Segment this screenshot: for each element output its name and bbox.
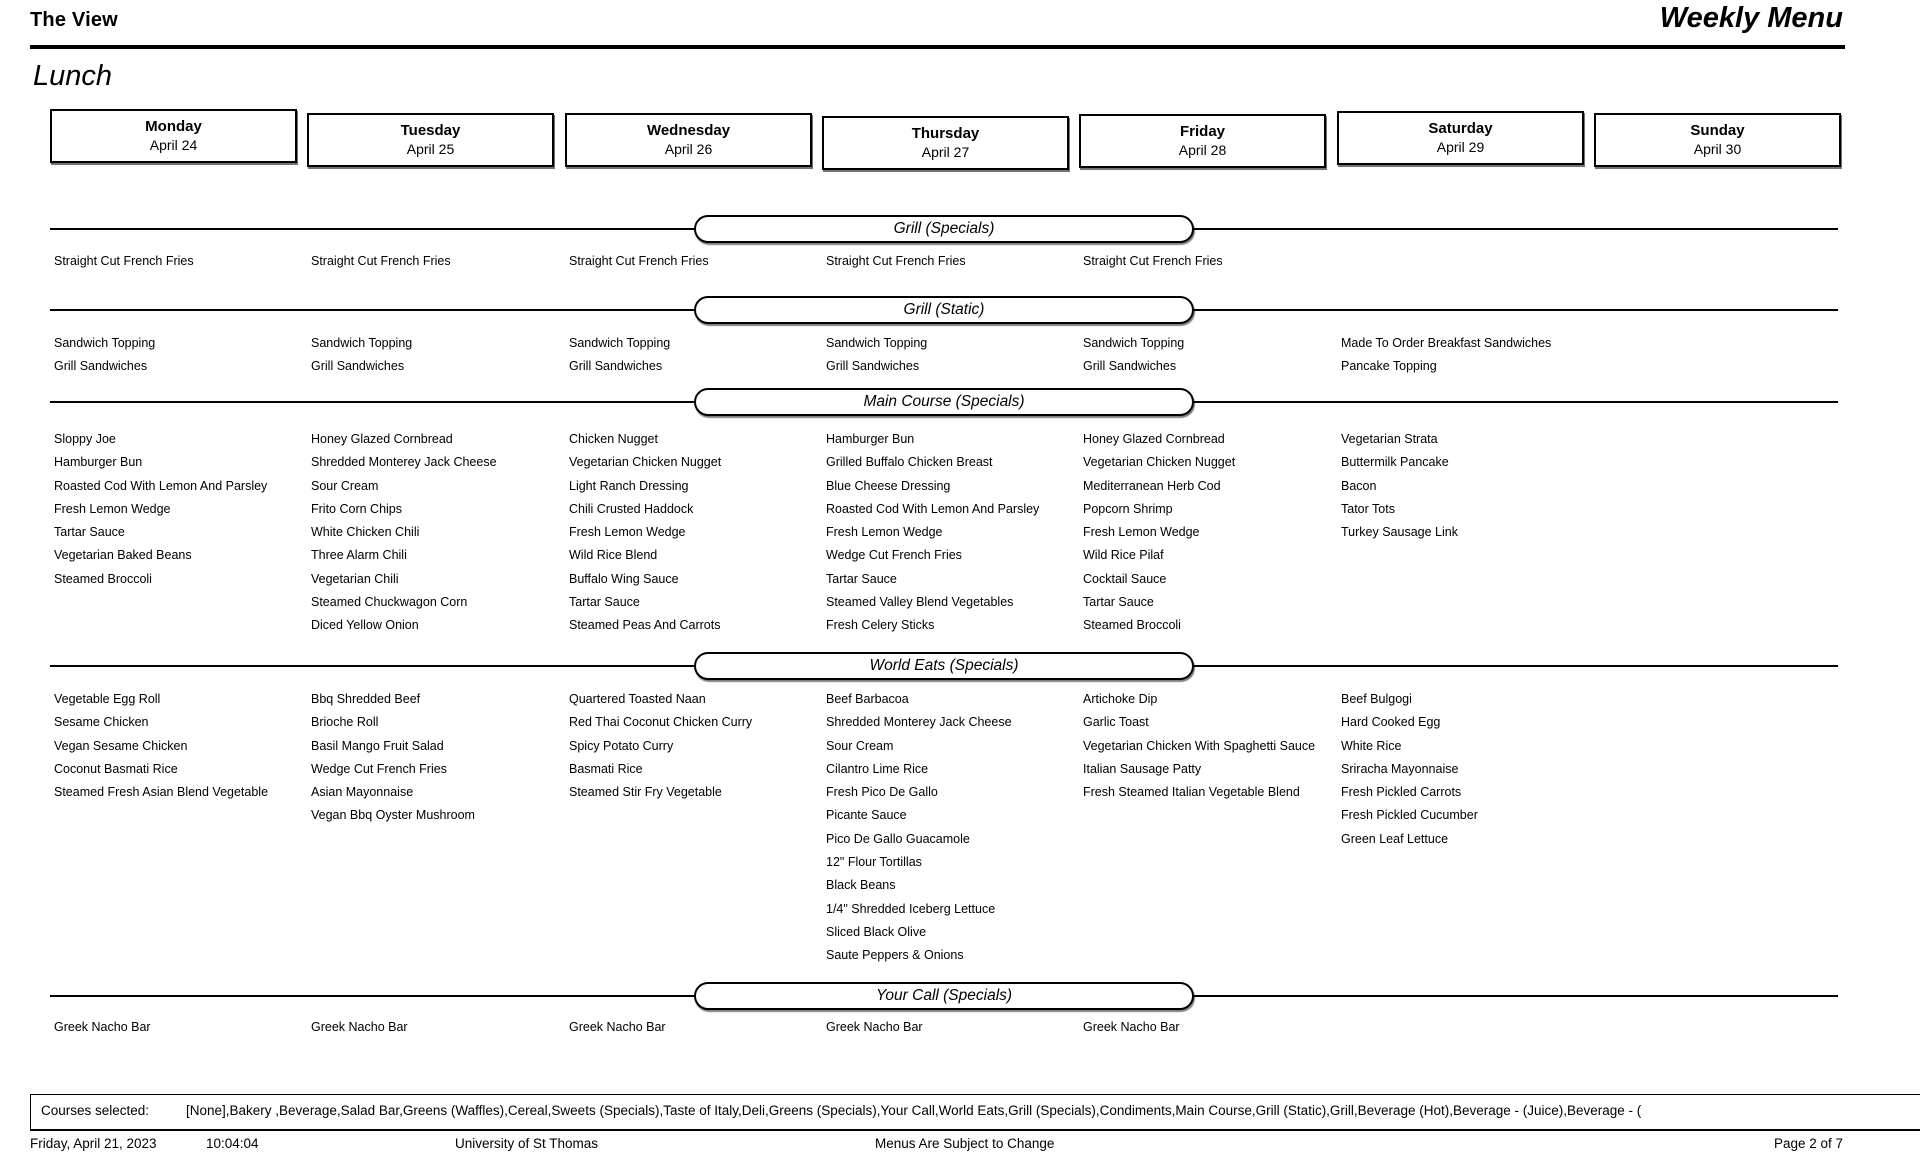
day-date: April 24: [149, 137, 198, 153]
menu-item: Hamburger Bun: [826, 432, 915, 446]
day-header-wednesday: [565, 113, 812, 167]
menu-item: Vegetable Egg Roll: [54, 692, 161, 706]
menu-item: Sriracha Mayonnaise: [1341, 761, 1459, 776]
menu-item: Wild Rice Pilaf: [1083, 548, 1164, 563]
menu-item: Light Ranch Dressing: [569, 478, 689, 493]
menu-item: Pico De Gallo Guacamole: [826, 831, 970, 846]
menu-item: Steamed Stir Fry Vegetable: [569, 785, 722, 800]
day-date: April 28: [1178, 142, 1227, 158]
menu-item: Beef Barbacoa: [826, 692, 909, 706]
footer-note: Menus Are Subject to Change: [875, 1136, 1055, 1151]
day-header-friday: [1079, 114, 1326, 168]
menu-item: Grill Sandwiches: [54, 359, 148, 374]
menu-item: Hard Cooked Egg: [1341, 715, 1441, 730]
menu-column: [307, 428, 559, 638]
menu-column: [1079, 332, 1331, 379]
section-header-pill: Main Course (Specials): [694, 388, 1194, 416]
menu-item: Bbq Shredded Beef: [311, 692, 421, 706]
menu-item: Basil Mango Fruit Salad: [311, 738, 444, 753]
day-name: Sunday: [1690, 122, 1745, 139]
day-name: Wednesday: [646, 122, 731, 139]
menu-column: [822, 1016, 1074, 1039]
menu-item: Coconut Basmati Rice: [54, 761, 178, 776]
footer-bar: [0, 1130, 1920, 1166]
menu-column: [50, 1016, 302, 1039]
day-name: Friday: [1179, 123, 1225, 140]
menu-item: Fresh Pickled Carrots: [1341, 785, 1462, 800]
menu-item: Popcorn Shrimp: [1083, 501, 1173, 516]
menu-item: Wedge Cut French Fries: [311, 761, 447, 776]
menu-item: Wedge Cut French Fries: [826, 548, 962, 563]
menu-column: [307, 332, 559, 379]
menu-item: Greek Nacho Bar: [54, 1020, 151, 1034]
menu-item: Vegetarian Strata: [1341, 432, 1438, 446]
menu-item: Shredded Monterey Jack Cheese: [826, 715, 1012, 730]
menu-item: Spicy Potato Curry: [569, 738, 674, 753]
menu-column: [565, 332, 817, 379]
menu-item: Picante Sauce: [826, 808, 907, 823]
menu-item: Fresh Steamed Italian Vegetable Blend: [1083, 785, 1300, 800]
menu-item: Vegetarian Baked Beans: [54, 548, 192, 563]
menu-column: [822, 688, 1074, 968]
menu-item: Steamed Fresh Asian Blend Vegetable: [54, 785, 269, 800]
menu-item: Vegetarian Chicken Nugget: [1083, 455, 1236, 470]
menu-item: Sour Cream: [311, 478, 379, 493]
menu-item: Grill Sandwiches: [569, 359, 663, 374]
menu-column: [1337, 688, 1589, 851]
day-date: April 27: [921, 144, 970, 160]
menu-column: [1079, 688, 1331, 804]
menu-column: [1079, 1016, 1331, 1039]
menu-item: Chicken Nugget: [569, 432, 658, 446]
menu-item: Steamed Valley Blend Vegetables: [826, 595, 1014, 610]
menu-item: Honey Glazed Cornbread: [1083, 432, 1225, 446]
menu-column: [50, 250, 302, 273]
menu-item: Chili Crusted Haddock: [569, 501, 694, 516]
menu-item: White Rice: [1341, 738, 1402, 753]
section-header-pill: Grill (Specials): [694, 215, 1194, 243]
menu-item: Made To Order Breakfast Sandwiches: [1341, 336, 1552, 350]
header-rule: [30, 45, 1845, 49]
menu-item: Sandwich Topping: [569, 336, 671, 350]
menu-item: Fresh Lemon Wedge: [569, 525, 686, 540]
menu-column: [50, 688, 302, 804]
day-name: Saturday: [1428, 120, 1493, 137]
menu-item: Fresh Lemon Wedge: [1083, 525, 1200, 540]
day-header-saturday: [1337, 111, 1584, 165]
menu-item: Saute Peppers & Onions: [826, 948, 964, 963]
menu-item: Artichoke Dip: [1083, 692, 1158, 706]
menu-item: Garlic Toast: [1083, 715, 1149, 730]
day-date: April 26: [664, 141, 713, 157]
menu-item: Honey Glazed Cornbread: [311, 432, 453, 446]
menu-column: [565, 428, 817, 638]
menu-item: Bacon: [1341, 478, 1377, 493]
day-date: April 25: [406, 141, 455, 157]
footer-page-number: Page 2 of 7: [1773, 1136, 1843, 1151]
menu-item: Sesame Chicken: [54, 715, 149, 730]
menu-item: Straight Cut French Fries: [826, 254, 966, 268]
menu-item: Buttermilk Pancake: [1341, 455, 1449, 470]
menu-item: Greek Nacho Bar: [826, 1020, 923, 1034]
menu-item: Vegan Sesame Chicken: [54, 738, 188, 753]
menu-item: Three Alarm Chili: [311, 548, 407, 563]
menu-item: Beef Bulgogi: [1341, 692, 1412, 706]
courses-selected-box: [30, 1094, 1920, 1131]
menu-item: 12" Flour Tortillas: [826, 855, 922, 870]
menu-item: Brioche Roll: [311, 715, 379, 730]
menu-item: Pancake Topping: [1341, 359, 1437, 374]
menu-item: Roasted Cod With Lemon And Parsley: [54, 478, 268, 493]
day-header-thursday: [822, 116, 1069, 170]
menu-column: [565, 250, 817, 273]
menu-column: [565, 1016, 817, 1039]
menu-item: Grill Sandwiches: [1083, 359, 1177, 374]
menu-item: Greek Nacho Bar: [569, 1020, 666, 1034]
footer-time: 10:04:04: [206, 1136, 259, 1151]
menu-item: Fresh Lemon Wedge: [826, 525, 943, 540]
section-header-pill: Your Call (Specials): [694, 982, 1194, 1010]
menu-item: Sandwich Topping: [1083, 336, 1185, 350]
courses-selected-label: Courses selected:: [41, 1103, 150, 1118]
menu-item: Buffalo Wing Sauce: [569, 571, 679, 586]
menu-item: White Chicken Chili: [311, 525, 420, 540]
menu-column: [565, 688, 817, 804]
menu-item: Fresh Pickled Cucumber: [1341, 808, 1478, 823]
menu-item: Tartar Sauce: [826, 571, 897, 586]
menu-item: Fresh Celery Sticks: [826, 618, 935, 633]
document-title: Weekly Menu: [1659, 2, 1843, 34]
menu-item: Fresh Pico De Gallo: [826, 785, 938, 800]
menu-item: Tartar Sauce: [569, 595, 640, 610]
menu-item: Straight Cut French Fries: [1083, 254, 1223, 268]
footer-date: Friday, April 21, 2023: [30, 1136, 157, 1151]
menu-item: Cocktail Sauce: [1083, 571, 1167, 586]
menu-item: Sandwich Topping: [311, 336, 413, 350]
menu-item: Turkey Sausage Link: [1341, 525, 1458, 540]
menu-column: [1079, 250, 1331, 273]
menu-item: Straight Cut French Fries: [311, 254, 451, 268]
menu-column: [307, 688, 559, 828]
menu-item: Straight Cut French Fries: [54, 254, 194, 268]
menu-item: Steamed Peas And Carrots: [569, 618, 721, 633]
day-header-monday: [50, 109, 297, 163]
menu-column: [1079, 428, 1331, 638]
menu-item: Sour Cream: [826, 738, 894, 753]
day-header-sunday: [1594, 113, 1841, 167]
menu-item: Grilled Buffalo Chicken Breast: [826, 455, 993, 470]
day-date: April 30: [1693, 141, 1742, 157]
menu-item: Black Beans: [826, 878, 896, 893]
menu-item: Diced Yellow Onion: [311, 618, 419, 633]
menu-item: Frito Corn Chips: [311, 501, 402, 516]
menu-item: Tartar Sauce: [1083, 595, 1154, 610]
meal-title: Lunch: [33, 60, 113, 92]
menu-column: [822, 250, 1074, 273]
menu-item: Steamed Broccoli: [54, 571, 152, 586]
menu-item: Italian Sausage Patty: [1083, 761, 1202, 776]
menu-item: Grill Sandwiches: [826, 359, 920, 374]
menu-item: Roasted Cod With Lemon And Parsley: [826, 501, 1040, 516]
menu-item: Sloppy Joe: [54, 432, 116, 446]
menu-item: Vegan Bbq Oyster Mushroom: [311, 808, 475, 823]
menu-item: Tator Tots: [1341, 501, 1395, 516]
menu-column: [1337, 428, 1589, 544]
menu-item: Wild Rice Blend: [569, 548, 658, 563]
day-name: Thursday: [911, 125, 980, 142]
menu-item: Cilantro Lime Rice: [826, 761, 929, 776]
menu-item: Red Thai Coconut Chicken Curry: [569, 715, 753, 730]
section-header-pill: World Eats (Specials): [694, 652, 1194, 680]
menu-item: Quartered Toasted Naan: [569, 692, 706, 706]
menu-item: Steamed Broccoli: [1083, 618, 1181, 633]
menu-item: Asian Mayonnaise: [311, 785, 414, 800]
menu-column: [50, 428, 302, 591]
menu-item: Shredded Monterey Jack Cheese: [311, 455, 497, 470]
menu-item: Sandwich Topping: [826, 336, 928, 350]
menu-item: Greek Nacho Bar: [1083, 1020, 1180, 1034]
menu-item: Blue Cheese Dressing: [826, 478, 951, 493]
menu-column: [307, 250, 559, 273]
menu-item: Sandwich Topping: [54, 336, 156, 350]
menu-item: 1/4" Shredded Iceberg Lettuce: [826, 901, 996, 916]
site-name: The View: [30, 9, 118, 31]
section-header-pill: Grill (Static): [694, 296, 1194, 324]
menu-column: [822, 332, 1074, 379]
menu-item: Basmati Rice: [569, 761, 643, 776]
day-name: Monday: [145, 118, 202, 135]
menu-column: [50, 332, 302, 379]
day-header-tuesday: [307, 113, 554, 167]
menu-column: [1337, 332, 1589, 379]
menu-item: Tartar Sauce: [54, 525, 125, 540]
courses-selected-value: [None],Bakery ,Beverage,Salad Bar,Greens (Waffles),Cereal,Sweets (Specials),Taste of Italy,Deli,Greens (Specials),Your Call,World Eats,Grill (Specials),Condiments,Main Course,Grill (Static),Grill,Beverage (Hot),Beverage - (Juice),Beverage - (: [186, 1103, 1642, 1118]
menu-item: Greek Nacho Bar: [311, 1020, 408, 1034]
menu-column: [307, 1016, 559, 1039]
menu-item: Hamburger Bun: [54, 455, 143, 470]
menu-item: Fresh Lemon Wedge: [54, 501, 171, 516]
menu-item: Green Leaf Lettuce: [1341, 831, 1449, 846]
menu-item: Steamed Chuckwagon Corn: [311, 595, 468, 610]
menu-column: [822, 428, 1074, 638]
menu-item: Grill Sandwiches: [311, 359, 405, 374]
footer-organization: University of St Thomas: [455, 1136, 599, 1151]
menu-item: Vegetarian Chicken With Spaghetti Sauce: [1083, 738, 1316, 753]
day-name: Tuesday: [400, 122, 461, 139]
menu-item: Mediterranean Herb Cod: [1083, 478, 1221, 493]
menu-item: Vegetarian Chili: [311, 571, 399, 586]
menu-item: Straight Cut French Fries: [569, 254, 709, 268]
day-date: April 29: [1436, 139, 1485, 155]
menu-item: Vegetarian Chicken Nugget: [569, 455, 722, 470]
menu-item: Sliced Black Olive: [826, 924, 927, 939]
